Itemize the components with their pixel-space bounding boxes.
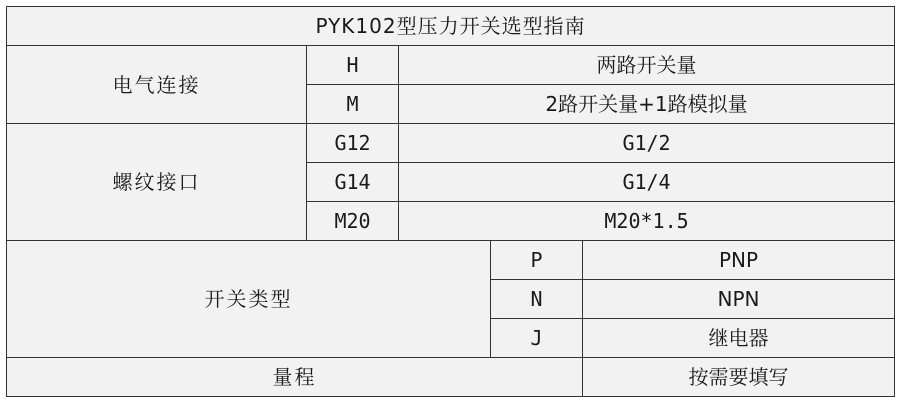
table-row (7, 358, 895, 397)
desc-switch-j: 继电器 (583, 319, 895, 358)
group-label-thread: 螺纹接口 (7, 124, 307, 241)
code-switch-n: N (491, 280, 583, 319)
code-thread-g14: G14 (307, 163, 399, 202)
code-switch-j: J (491, 319, 583, 358)
desc-switch-p: PNP (583, 241, 895, 280)
table-title: PYK102型压力开关选型指南 (7, 7, 895, 46)
code-thread-g12: G12 (307, 124, 399, 163)
desc-electrical-m: 2路开关量+1路模拟量 (399, 85, 895, 124)
group-label-range: 量程 (7, 358, 583, 397)
table-title-row (7, 7, 895, 46)
selection-guide-sheet (0, 6, 900, 409)
desc-electrical-h: 两路开关量 (399, 46, 895, 85)
table-row (7, 241, 895, 280)
group-label-switch-type: 开关类型 (7, 241, 491, 358)
code-switch-p: P (491, 241, 583, 280)
desc-thread-m20: M20*1.5 (399, 202, 895, 241)
selection-guide-table (6, 6, 895, 397)
desc-thread-g12: G1/2 (399, 124, 895, 163)
group-label-electrical: 电气连接 (7, 46, 307, 124)
code-thread-m20: M20 (307, 202, 399, 241)
desc-switch-n: NPN (583, 280, 895, 319)
table-row (7, 46, 895, 85)
desc-range: 按需要填写 (583, 358, 895, 397)
code-electrical-m: M (307, 85, 399, 124)
desc-thread-g14: G1/4 (399, 163, 895, 202)
code-electrical-h: H (307, 46, 399, 85)
table-row (7, 124, 895, 163)
